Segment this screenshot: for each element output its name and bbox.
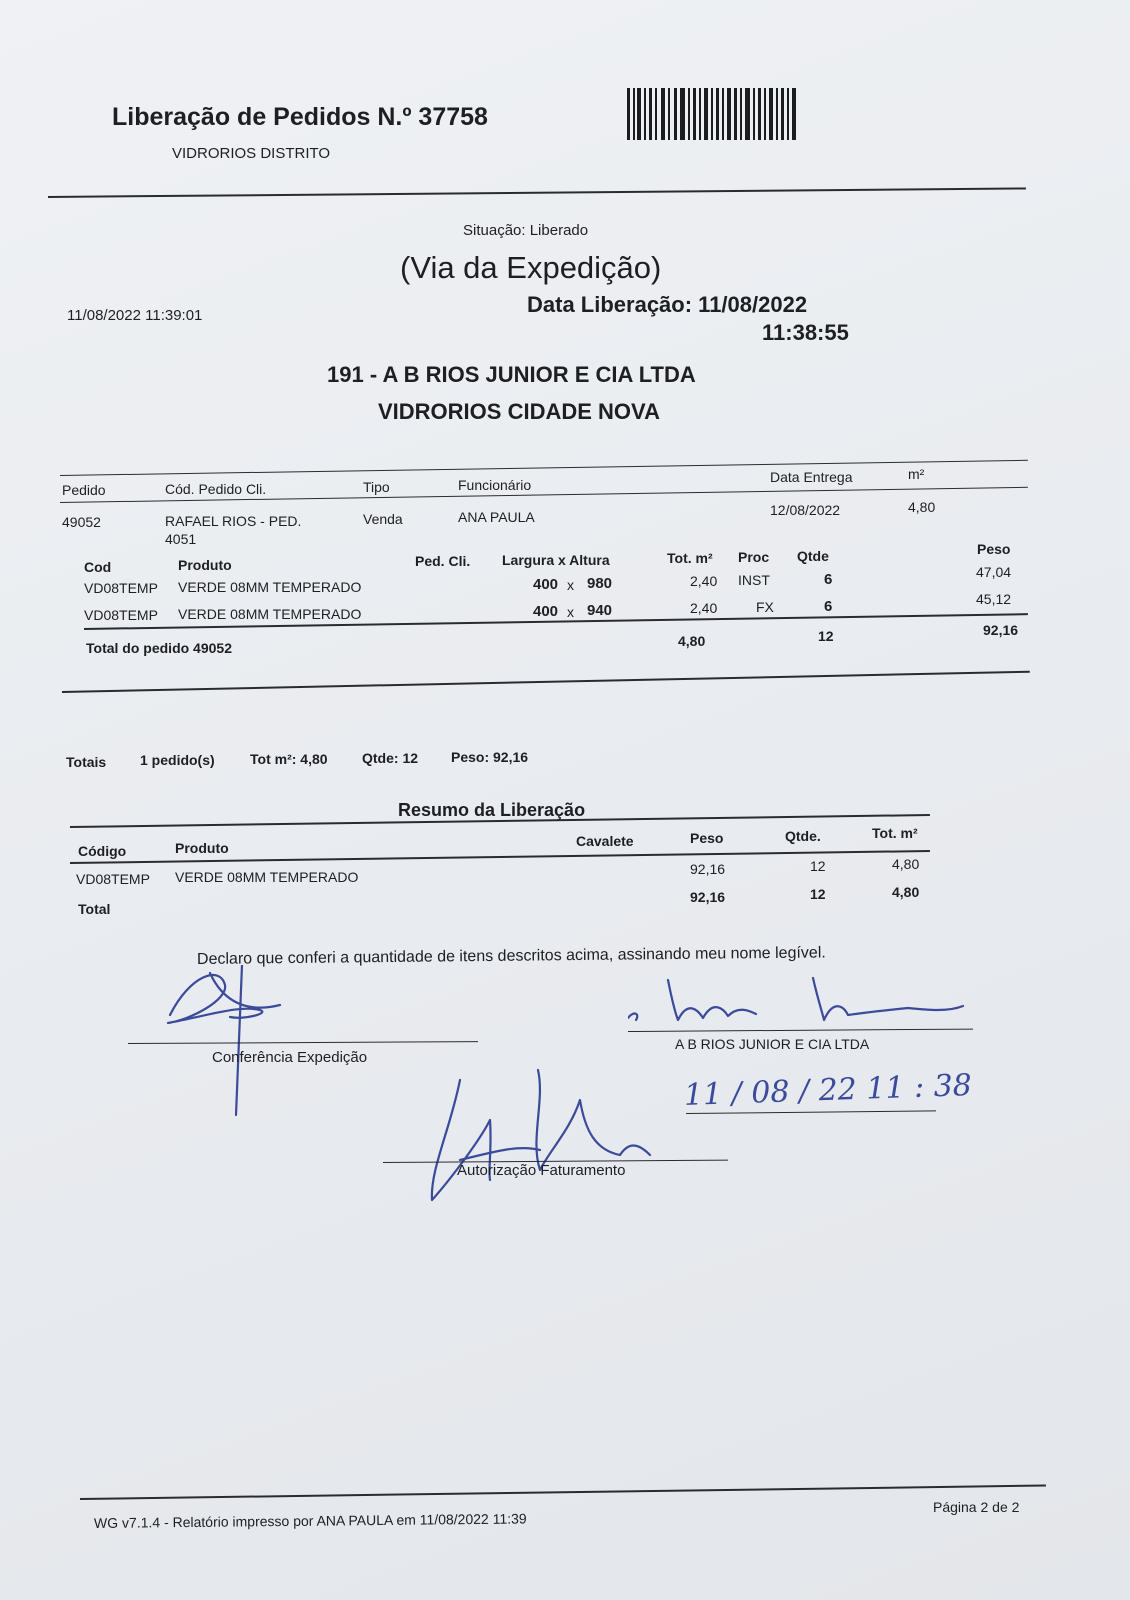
order-cod-pedido-cli-line2: 4051 (165, 531, 197, 547)
company-name: VIDRORIOS DISTRITO (172, 145, 331, 162)
summary-row-produto: VERDE 08MM TEMPERADO (175, 869, 359, 885)
col-header-pedido: Pedido (62, 482, 106, 498)
item-2-altura: 940 (587, 602, 613, 619)
item-1-peso: 47,04 (976, 564, 1012, 580)
item-header-largura-altura: Largura x Altura (502, 552, 610, 568)
summary-header-peso: Peso (690, 830, 724, 846)
summary-header-codigo: Código (78, 843, 127, 859)
order-total-qtde: 12 (818, 628, 834, 644)
item-2-peso: 45,12 (976, 591, 1012, 607)
order-table-top-rule (60, 460, 1028, 476)
conferencia-label: Conferência Expedição (212, 1049, 368, 1066)
order-cod-pedido-cli-line1: RAFAEL RIOS - PED. (165, 513, 302, 529)
summary-row-codigo: VD08TEMP (76, 871, 150, 887)
item-1-tot-m2: 2,40 (690, 573, 718, 589)
client-branch: VIDRORIOS CIDADE NOVA (378, 399, 660, 424)
item-header-peso: Peso (977, 541, 1011, 557)
release-date: Data Liberação: 11/08/2022 (527, 292, 808, 317)
summary-header-qtde: Qtde. (785, 828, 821, 844)
item-1-x: x (567, 577, 574, 593)
item-1-cod: VD08TEMP (84, 580, 158, 596)
item-header-tot-m2: Tot. m² (667, 550, 713, 566)
summary-total-qtde: 12 (810, 886, 826, 902)
summary-row-peso: 92,16 (690, 861, 726, 877)
totals-qtde: Qtde: 12 (362, 750, 419, 766)
order-total-label: Total do pedido 49052 (86, 640, 232, 656)
barcode-icon (627, 88, 799, 140)
item-1-altura: 980 (587, 575, 613, 592)
item-1-qtde: 6 (824, 571, 833, 588)
summary-total-label: Total (78, 901, 111, 917)
item-header-proc: Proc (738, 549, 770, 565)
header-divider (48, 187, 1026, 198)
summary-header-produto: Produto (175, 840, 229, 856)
faturamento-signature-icon (420, 1060, 660, 1210)
order-tipo: Venda (363, 511, 403, 527)
faturamento-label: Autorização Faturamento (457, 1162, 626, 1179)
order-m2: 4,80 (908, 499, 936, 515)
item-2-proc: FX (756, 599, 774, 615)
client-signature-label: A B RIOS JUNIOR E CIA LTDA (675, 1036, 870, 1052)
status-text: Situação: Liberado (463, 222, 589, 239)
totals-label: Totais (66, 754, 107, 770)
summary-total-peso: 92,16 (690, 889, 726, 905)
summary-header-cavalete: Cavalete (576, 833, 634, 849)
item-1-produto: VERDE 08MM TEMPERADO (178, 579, 362, 595)
order-data-entrega: 12/08/2022 (770, 502, 841, 518)
summary-row-qtde: 12 (810, 858, 826, 874)
footer-page-number: Página 2 de 2 (933, 1499, 1020, 1515)
item-header-cod: Cod (84, 559, 112, 575)
item-header-qtde: Qtde (797, 548, 829, 564)
item-2-x: x (567, 604, 574, 620)
footer-divider (80, 1485, 1046, 1500)
summary-total-tot-m2: 4,80 (892, 884, 920, 900)
order-total-m2: 4,80 (678, 633, 706, 649)
item-1-largura: 400 (533, 576, 559, 593)
order-block-bottom-rule (62, 671, 1030, 693)
totals-m2: Tot m²: 4,80 (250, 751, 328, 767)
item-2-largura: 400 (533, 603, 559, 620)
order-total-peso: 92,16 (983, 622, 1019, 638)
handwritten-date: 11 / 08 / 22 11 : 38 (683, 1067, 973, 1113)
item-2-cod: VD08TEMP (84, 607, 158, 623)
footer-printed-by: WG v7.1.4 - Relatório impresso por ANA PAULA em 11/08/2022 11:39 (93, 1510, 527, 1531)
col-header-data-entrega: Data Entrega (770, 469, 853, 485)
totals-peso: Peso: 92,16 (451, 749, 529, 765)
item-2-qtde: 6 (824, 598, 833, 615)
summary-title: Resumo da Liberação (398, 800, 586, 820)
item-2-produto: VERDE 08MM TEMPERADO (178, 606, 362, 622)
col-header-cod-pedido-cli: Cód. Pedido Cli. (165, 481, 267, 497)
client-signature-icon (628, 970, 978, 1030)
item-2-tot-m2: 2,40 (690, 600, 718, 616)
conferencia-signature-icon (150, 965, 300, 1125)
client-name: 191 - A B RIOS JUNIOR E CIA LTDA (327, 362, 696, 387)
copy-type: (Via da Expedição) (400, 250, 662, 285)
release-time: 11:38:55 (762, 320, 849, 345)
order-pedido: 49052 (62, 514, 101, 530)
print-datetime: 11/08/2022 11:39:01 (67, 307, 203, 324)
col-header-tipo: Tipo (363, 479, 390, 495)
item-1-proc: INST (738, 572, 770, 588)
col-header-m2: m² (908, 466, 925, 482)
document-title: Liberação de Pedidos N.º 37758 (112, 103, 488, 131)
item-header-ped-cli: Ped. Cli. (415, 553, 471, 569)
order-funcionario: ANA PAULA (458, 509, 535, 525)
summary-header-tot-m2: Tot. m² (872, 825, 918, 841)
declaration-text: Declaro que conferi a quantidade de itens descritos acima, assinando meu nome legível. (196, 944, 826, 968)
totals-pedidos: 1 pedido(s) (140, 752, 215, 768)
col-header-funcionario: Funcionário (458, 477, 532, 493)
item-header-produto: Produto (178, 557, 232, 573)
summary-row-tot-m2: 4,80 (892, 856, 920, 872)
